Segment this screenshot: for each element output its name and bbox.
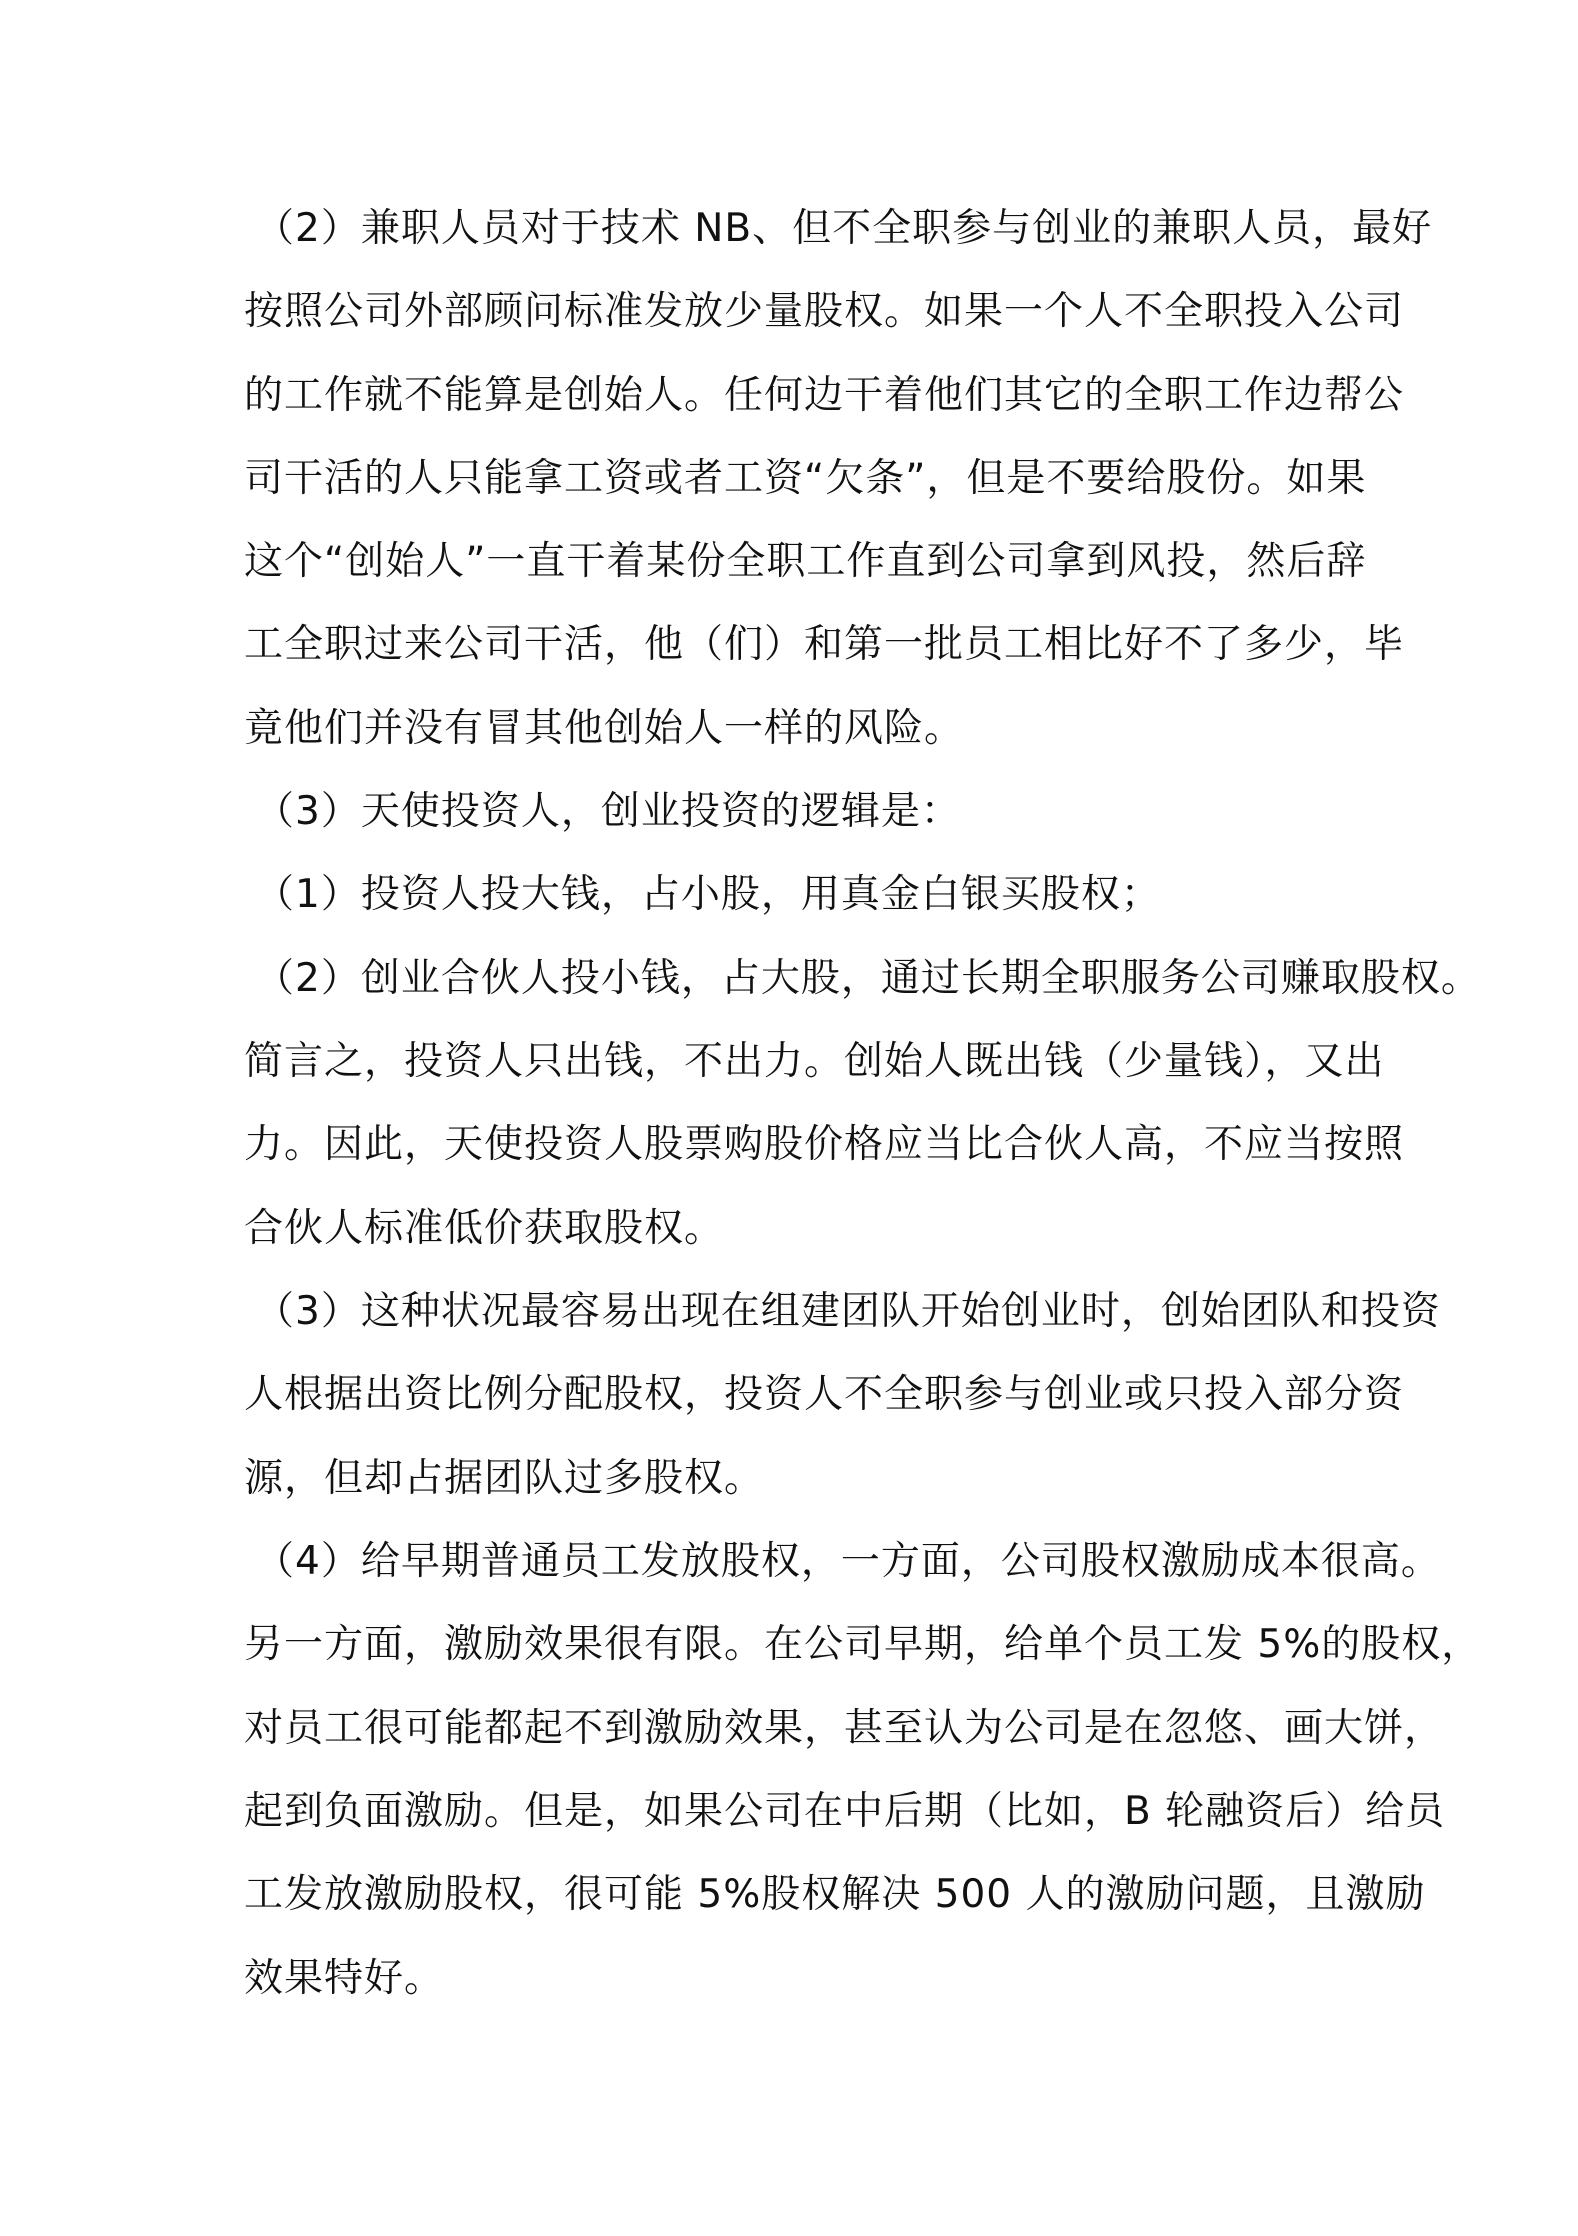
paragraph-line: （4）给早期普通员工发放股权，一方面，公司股权激励成本很高。 xyxy=(255,1539,1441,1584)
paragraph-line: （1）投资人投大钱，占小股，用真金白银买股权； xyxy=(255,872,1161,917)
paragraph-line: 司干活的人只能拿工资或者工资“欠条”，但是不要给股份。如果 xyxy=(244,456,1367,501)
paragraph-line: 的工作就不能算是创始人。任何边干着他们其它的全职工作边帮公 xyxy=(244,373,1405,418)
paragraph-line: 简言之，投资人只出钱，不出力。创始人既出钱（少量钱），又出 xyxy=(244,1039,1385,1084)
paragraph-line: （2）创业合伙人投小钱，占大股，通过长期全职服务公司赚取股权。 xyxy=(255,956,1481,1001)
paragraph-line: 工发放激励股权，很可能 5%股权解决 500 人的激励问题，且激励 xyxy=(244,1872,1426,1917)
paragraph-line: 人根据出资比例分配股权，投资人不全职参与创业或只投入部分资 xyxy=(244,1372,1405,1417)
paragraph-line: 对员工很可能都起不到激励效果，甚至认为公司是在忽悠、画大饼， xyxy=(244,1706,1445,1751)
paragraph-line: 竟他们并没有冒其他创始人一样的风险。 xyxy=(244,706,965,751)
paragraph-line: 工全职过来公司干活，他（们）和第一批员工相比好不了多少，毕 xyxy=(244,622,1405,667)
paragraph-line: （3）天使投资人，创业投资的逻辑是： xyxy=(255,789,961,834)
paragraph-line: （2）兼职人员对于技术 NB、但不全职参与创业的兼职人员，最好 xyxy=(255,206,1433,251)
paragraph-line: （3）这种状况最容易出现在组建团队开始创业时，创始团队和投资 xyxy=(255,1289,1441,1334)
paragraph-line: 源，但却占据团队过多股权。 xyxy=(244,1456,765,1501)
paragraph-line: 效果特好。 xyxy=(244,1956,445,2001)
paragraph-line: 这个“创始人”一直干着某份全职工作直到公司拿到风投，然后辞 xyxy=(244,539,1367,584)
paragraph-line: 力。因此，天使投资人股票购股价格应当比合伙人高，不应当按照 xyxy=(244,1122,1405,1167)
paragraph-line: 另一方面，激励效果很有限。在公司早期，给单个员工发 5%的股权， xyxy=(244,1622,1482,1667)
paragraph-line: 合伙人标准低价获取股权。 xyxy=(244,1206,725,1251)
paragraph-line: 按照公司外部顾问标准发放少量股权。如果一个人不全职投入公司 xyxy=(244,289,1405,334)
paragraph-line: 起到负面激励。但是，如果公司在中后期（比如，B 轮融资后）给员 xyxy=(244,1789,1446,1834)
